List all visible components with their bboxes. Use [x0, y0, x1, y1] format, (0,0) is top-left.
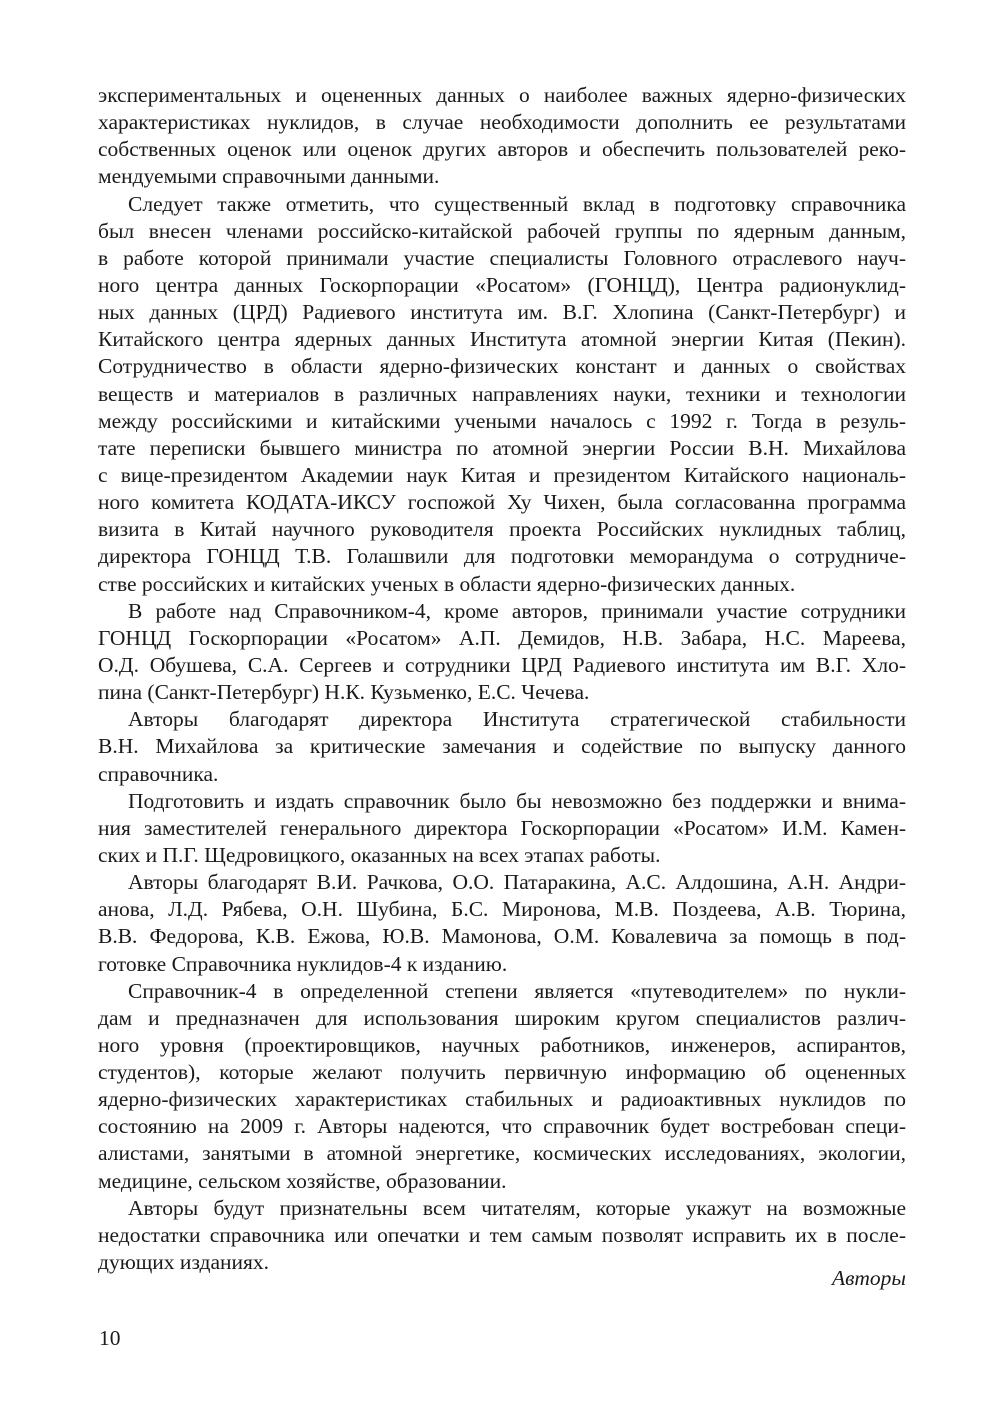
text-line: В.Н. Михайлова за критические замечания и содействие по выпуску данного — [98, 734, 906, 759]
paragraph — [98, 598, 906, 707]
text-line: ного уровня (проектировщиков, научных работников, инженеров, аспирантов, — [98, 1032, 906, 1057]
text-line: между российскими и китайскими учеными началось с 1992 г. Тогда в резуль- — [98, 408, 906, 433]
text-line: пина (Санкт-Петербург) Н.К. Кузьменко, Е.С. Чечева. — [98, 680, 590, 705]
paragraph — [98, 978, 906, 1195]
text-line: визита в Китай научного руководителя проекта Российских нуклидных таблиц, — [98, 517, 906, 542]
paragraph — [98, 191, 906, 598]
text-line: алистами, занятыми в атомной энергетике, космических исследованиях, экологии, — [98, 1141, 906, 1166]
page-body — [98, 82, 906, 1276]
text-line: ядерно-физических характеристиках стабильных и радиоактивных нуклидов по — [98, 1087, 906, 1112]
text-line: тате переписки бывшего министра по атомной энергии России В.Н. Михайлова — [98, 435, 906, 460]
text-line: ских и П.Г. Щедровицкого, оказанных на всех этапах работы. — [98, 842, 661, 867]
text-line: характеристиках нуклидов, в случае необходимости дополнить ее результатами — [98, 110, 906, 135]
text-line: недостатки справочника или опечатки и тем самым позволят исправить их в после- — [98, 1222, 906, 1247]
text-line: экспериментальных и оцененных данных о наиболее важных ядерно-физических — [98, 83, 906, 107]
paragraph — [98, 1195, 906, 1276]
text-line: Сотрудничество в области ядерно-физических констант и данных о свойствах — [98, 354, 906, 379]
paragraph — [98, 706, 906, 787]
text-line: Китайского центра ядерных данных Института атомной энергии Китая (Пекин). — [98, 327, 906, 352]
text-line: ных данных (ЦРД) Радиевого института им. В.Г. Хлопина (Санкт-Петербург) и — [98, 300, 906, 325]
text-line: ного центра данных Госкорпорации «Росатом» (ГОНЦД), Центра радионуклид- — [98, 272, 906, 297]
text-line: ного комитета КОДАТА-ИКСУ госпожой Ху Чихен, была согласованна программа — [98, 490, 906, 515]
text-line: справочника. — [98, 761, 219, 786]
text-line: состоянию на 2009 г. Авторы надеются, что справочник будет востребован специ- — [98, 1114, 906, 1139]
paragraph — [98, 788, 906, 869]
text-line: дующих изданиях. — [98, 1250, 270, 1275]
text-line: Авторы благодарят В.И. Рачкова, О.О. Патаракина, А.С. Алдошина, А.Н. Андри- — [128, 870, 906, 895]
text-line: Авторы будут признательны всем читателям, которые укажут на возможные — [128, 1195, 906, 1220]
text-line: В.В. Федорова, К.В. Ежова, Ю.В. Мамонова, О.М. Ковалевича за помощь в под- — [98, 924, 906, 949]
text-line: ГОНЦД Госкорпорации «Росатом» А.П. Демидов, Н.В. Забара, Н.С. Мареева, — [98, 625, 906, 650]
text-line: Авторы благодарят директора Института стратегической стабильности — [128, 707, 906, 732]
signature: Авторы — [831, 1266, 906, 1290]
text-line: директора ГОНЦД Т.В. Голашвили для подготовки меморандума о сотрудниче- — [98, 544, 906, 569]
text-line: В работе над Справочником-4, кроме авторов, принимали участие сотрудники — [128, 598, 906, 623]
text-line: в работе которой принимали участие специалисты Головного отраслевого науч- — [98, 245, 906, 270]
text-line: медицине, сельском хозяйстве, образовании. — [98, 1168, 507, 1193]
text-line: веществ и материалов в различных направлениях науки, техники и технологии — [98, 381, 906, 406]
paragraph — [98, 82, 906, 191]
text-line: ния заместителей генерального директора Госкорпорации «Росатом» И.М. Камен- — [98, 815, 906, 840]
text-line: студентов), которые желают получить первичную информацию об оцененных — [98, 1060, 906, 1085]
text-line: анова, Л.Д. Рябева, О.Н. Шубина, Б.С. Миронова, М.В. Поздеева, А.В. Тюрина, — [98, 897, 906, 922]
text-line: мендуемыми справочными данными. — [98, 164, 440, 189]
text-line: Подготовить и издать справочник было бы невозможно без поддержки и внима- — [128, 788, 906, 813]
text-line: Следует также отметить, что существенный вклад в подготовку справочника — [128, 191, 906, 216]
text-line: с вице-президентом Академии наук Китая и президентом Китайского националь- — [98, 462, 906, 487]
text-line: готовке Справочника нуклидов-4 к изданию. — [98, 951, 508, 976]
text-line: собственных оценок или оценок других авторов и обеспечить пользователей реко- — [98, 137, 906, 162]
paragraph — [98, 869, 906, 978]
page-number: 10 — [99, 1326, 121, 1350]
text-line: был внесен членами российско-китайской рабочей группы по ядерным данным, — [98, 218, 906, 243]
text-line: Справочник-4 в определенной степени является «путеводителем» по нукли- — [128, 978, 906, 1003]
text-line: дам и предназначен для использования широким кругом специалистов различ- — [98, 1005, 906, 1030]
text-line: О.Д. Обушева, С.А. Сергеев и сотрудники ЦРД Радиевого института им В.Г. Хло- — [98, 652, 906, 677]
text-line: стве российских и китайских ученых в области ядерно-физических данных. — [98, 571, 796, 596]
